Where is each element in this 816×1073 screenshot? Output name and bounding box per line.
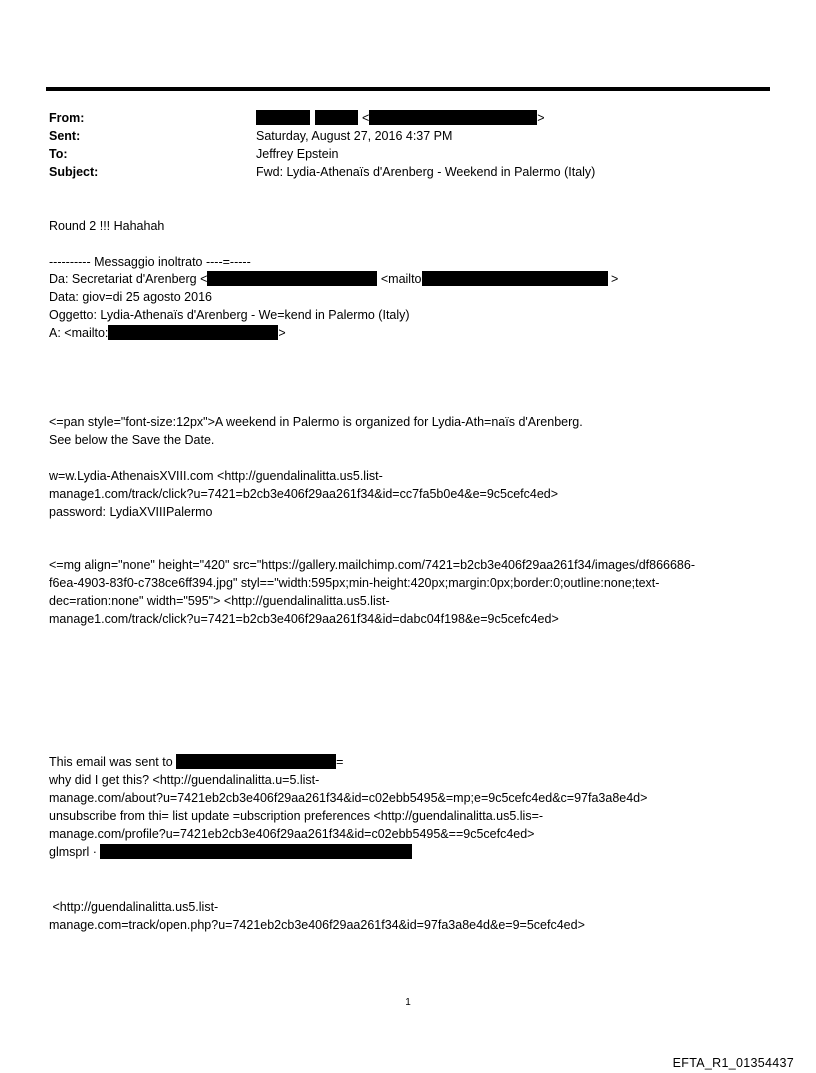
forward-separator: ---------- Messaggio inoltrato ----=-----: [49, 255, 251, 269]
redaction-block: [100, 844, 412, 859]
open-link-line-1[interactable]: <http://guendalinalitta.us5.list-: [49, 900, 219, 914]
page-number: 1: [405, 997, 411, 1008]
span-line: <=pan style="font-size:12px">A weekend in Palermo is organized for Lydia-Ath=naïs d'Arenberg.: [49, 415, 583, 429]
redaction-block: [422, 271, 608, 286]
image-tag-line-3[interactable]: dec=ration:none" width="595"> <http://guendalinalitta.us5.list-: [49, 594, 390, 608]
redaction-block: [369, 110, 537, 125]
open-link-line-2[interactable]: manage.com=track/open.php?u=7421eb2cb3e406f29aa261f34&id=97fa3a8e4d&e=9=5cefc4ed>: [49, 918, 585, 932]
why-link-line-1[interactable]: why did I get this? <http://guendalinalitta.u=5.list-: [49, 773, 320, 787]
to-label: To:: [49, 147, 68, 161]
header-rule: [46, 87, 770, 91]
image-tag-line-1: <=mg align="none" height="420" src="https://gallery.mailchimp.com/7421=b2cb3e406f29aa261f34/images/df866686-: [49, 558, 695, 572]
image-tag-line-4[interactable]: manage1.com/track/click?u=7421=b2cb3e406f29aa261f34&id=dabc04f198&e=9c5cefc4ed>: [49, 612, 559, 626]
subject-value: Fwd: Lydia-Athenaïs d'Arenberg - Weekend in Palermo (Italy): [256, 165, 596, 179]
password-line: password: LydiaXVIIIPalermo: [49, 505, 213, 519]
redaction-block: [207, 271, 377, 286]
unsubscribe-line-2[interactable]: manage.com/profile?u=7421eb2cb3e406f29aa261f34&id=c02ebb5495&==9c5cefc4ed>: [49, 827, 535, 841]
da-prefix: Da: Secretariat d'Arenberg <: [49, 272, 208, 286]
da-close: >: [611, 272, 619, 286]
bates-number: EFTA_R1_01354437: [672, 1056, 794, 1070]
from-close-bracket: >: [537, 111, 545, 125]
website-link-line-1[interactable]: w=w.Lydia-AthenaisXVIII.com <http://guendalinalitta.us5.list-: [49, 469, 383, 483]
to-value: Jeffrey Epstein: [256, 147, 339, 161]
glmsprl-text: glmsprl ·: [49, 845, 97, 859]
glmsprl-line: [49, 843, 412, 861]
image-tag-line-2: f6ea-4903-83f0-c738ce6ff394.jpg" styl=="width:595px;min-height:420px;margin:0px;border:0;outline:none;text-: [49, 576, 660, 590]
sent-to-suffix: =: [336, 755, 344, 769]
from-value: [256, 109, 545, 127]
sent-value: Saturday, August 27, 2016 4:37 PM: [256, 129, 453, 143]
forwarded-from-line: [49, 270, 618, 288]
redaction-block: [256, 110, 310, 125]
forwarded-subject-line: Oggetto: Lydia-Athenaïs d'Arenberg - We=kend in Palermo (Italy): [49, 308, 410, 322]
a-prefix: A: <mailto:: [49, 326, 109, 340]
sent-to-prefix: This email was sent to: [49, 755, 173, 769]
save-date-line: See below the Save the Date.: [49, 433, 215, 447]
redaction-block: [315, 110, 358, 125]
why-link-line-2[interactable]: manage.com/about?u=7421eb2cb3e406f29aa261f34&id=c02ebb5495&=mp;e=9c5cefc4ed&c=97fa3a8e4d>: [49, 791, 648, 805]
da-mailto: <mailto: [380, 272, 422, 286]
greeting-text: Round 2 !!! Hahahah: [49, 219, 165, 233]
subject-label: Subject:: [49, 165, 99, 179]
redaction-block: [108, 325, 278, 340]
website-link-line-2[interactable]: manage1.com/track/click?u=7421=b2cb3e406f29aa261f34&id=cc7fa5b0e4&e=9c5cefc4ed>: [49, 487, 559, 501]
redaction-block: [176, 754, 336, 769]
sent-to-line: [49, 753, 343, 771]
unsubscribe-line-1[interactable]: unsubscribe from thi= list update =ubscription preferences <http://guendalinalitta.us5.lis=-: [49, 809, 544, 823]
from-open-bracket: <: [361, 111, 370, 125]
forwarded-to-line: [49, 324, 286, 342]
from-label: From:: [49, 111, 85, 125]
a-close: >: [278, 326, 286, 340]
forwarded-date-line: Data: giov=di 25 agosto 2016: [49, 290, 212, 304]
sent-label: Sent:: [49, 129, 81, 143]
